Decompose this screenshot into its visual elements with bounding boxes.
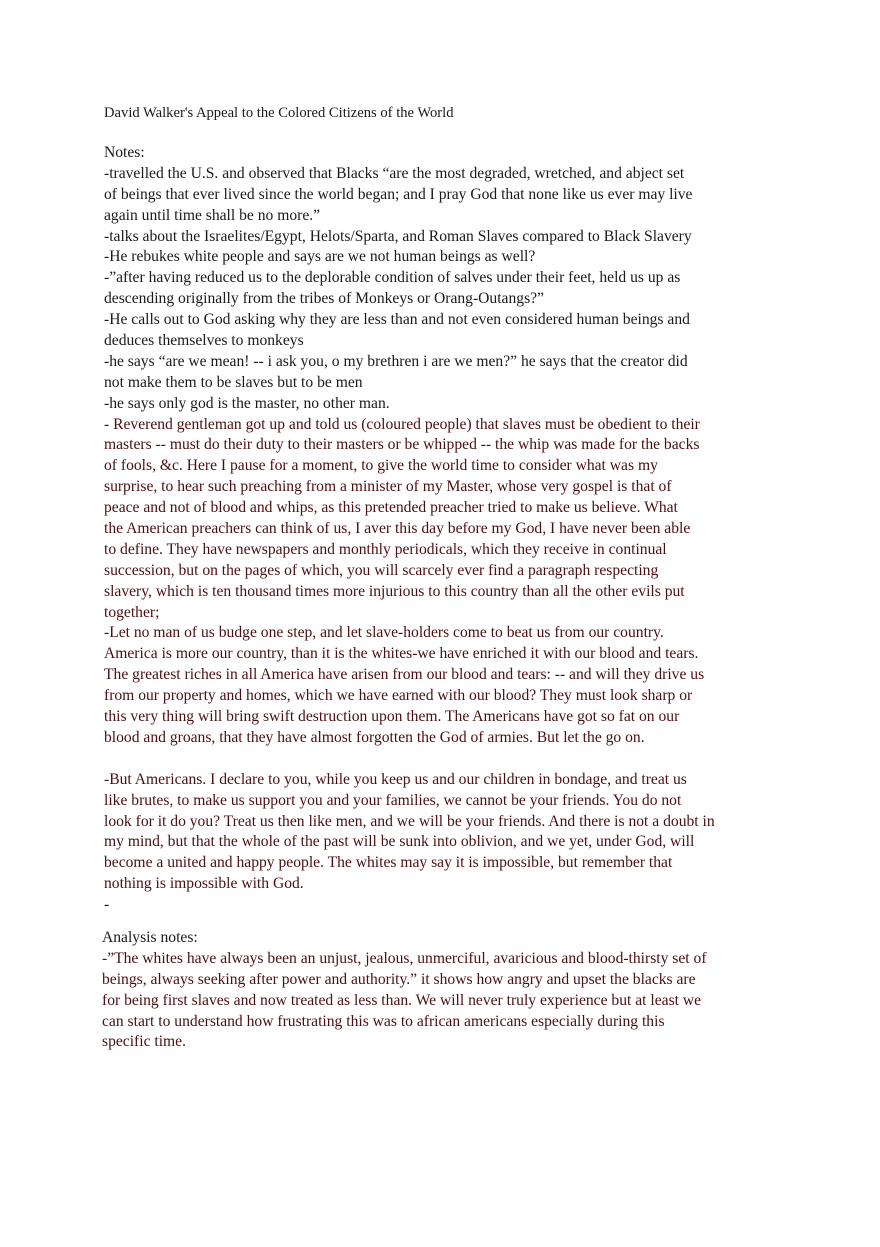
quote-line: blood and groans, that they have almost forgotten the God of armies. But let the go on. <box>104 728 645 746</box>
notes-line: -He rebukes white people and says are we not human beings as well? <box>104 248 536 266</box>
quote-line: of fools, &c. Here I pause for a moment, to give the world time to consider what was my <box>104 457 658 475</box>
notes-line: -He calls out to God asking why they are less than and not even considered human beings and <box>104 311 690 329</box>
quote-line: -But Americans. I declare to you, while you keep us and our children in bondage, and treat us <box>104 770 687 788</box>
quote-line: look for it do you? Treat us then like men, and we will be your friends. And there is not a doubt in <box>104 812 715 830</box>
analysis-heading: Analysis notes: <box>102 929 198 946</box>
notes-line: -he says only god is the master, no other man. <box>104 394 390 412</box>
quote-line: succession, but on the pages of which, you will scarcely ever find a paragraph respecting <box>104 561 659 579</box>
quote-line: like brutes, to make us support you and your families, we cannot be your friends. You do not <box>104 791 682 809</box>
quote-line: -Let no man of us budge one step, and let slave-holders come to beat us from our country. <box>104 624 664 642</box>
notes-line: not make them to be slaves but to be men <box>104 373 363 391</box>
quote-line: nothing is impossible with God. <box>104 875 304 893</box>
blank-line <box>104 749 744 770</box>
analysis-line: for being first slaves and now treated as less than. We will never truly experience but at least we <box>102 991 702 1009</box>
quote-line: this very thing will bring swift destruction upon them. The Americans have got so fat on our <box>104 708 680 726</box>
analysis-section <box>102 928 742 1053</box>
quote-line: together; <box>104 603 160 621</box>
quote-line: the American preachers can think of us, I aver this day before my God, I have never been able <box>104 520 691 538</box>
notes-line: -he says “are we mean! -- i ask you, o my brethren i are we men?” he says that the creator did <box>104 352 688 370</box>
quote-line: peace and not of blood and whips, as this pretended preacher tried to make us believe. What <box>104 499 678 517</box>
analysis-line: specific time. <box>102 1033 186 1051</box>
notes-line: -talks about the Israelites/Egypt, Helots/Sparta, and Roman Slaves compared to Black Slavery <box>104 227 692 245</box>
notes-line: -”after having reduced us to the deplorable condition of salves under their feet, held us up as <box>104 269 681 287</box>
quote-line: - Reverend gentleman got up and told us (coloured people) that slaves must be obedient to their <box>104 415 700 433</box>
notes-heading: Notes: <box>104 144 145 161</box>
notes-line: descending originally from the tribes of Monkeys or Orang-Outangs?” <box>104 290 544 308</box>
notes-line: again until time shall be no more.” <box>104 206 321 224</box>
quote-line: The greatest riches in all America have arisen from our blood and tears: -- and will they drive us <box>104 666 705 684</box>
notes-section <box>104 143 744 916</box>
quote-line: to define. They have newspapers and monthly periodicals, which they receive in continual <box>104 540 667 558</box>
quote-line: - <box>104 896 110 914</box>
document-title: David Walker's Appeal to the Colored Citizens of the World <box>104 105 454 121</box>
notes-line: deduces themselves to monkeys <box>104 332 304 350</box>
notes-line: -travelled the U.S. and observed that Blacks “are the most degraded, wretched, and abject set <box>104 164 685 182</box>
quote-line: slavery, which is ten thousand times more injurious to this country than all the other evils put <box>104 582 685 600</box>
analysis-line: can start to understand how frustrating this was to african americans especially during this <box>102 1012 665 1030</box>
quote-line: America is more our country, than it is the whites-we have enriched it with our blood and tears. <box>104 645 699 663</box>
analysis-line: -”The whites have always been an unjust, jealous, unmerciful, avaricious and blood-thirsty set of <box>102 949 707 967</box>
notes-line: of beings that ever lived since the world began; and I pray God that none like us ever may live <box>104 185 693 203</box>
quote-line: from our property and homes, which we have earned with our blood? They must look sharp or <box>104 687 693 705</box>
quote-line: my mind, but that the whole of the past will be sunk into oblivion, and we yet, under God, will <box>104 833 695 851</box>
quote-line: surprise, to hear such preaching from a minister of my Master, whose very gospel is that of <box>104 478 672 496</box>
quote-line: become a united and happy people. The whites may say it is impossible, but remember that <box>104 854 673 872</box>
analysis-line: beings, always seeking after power and authority.” it shows how angry and upset the blacks are <box>102 970 696 988</box>
quote-line: masters -- must do their duty to their masters or be whipped -- the whip was made for the backs <box>104 436 700 454</box>
